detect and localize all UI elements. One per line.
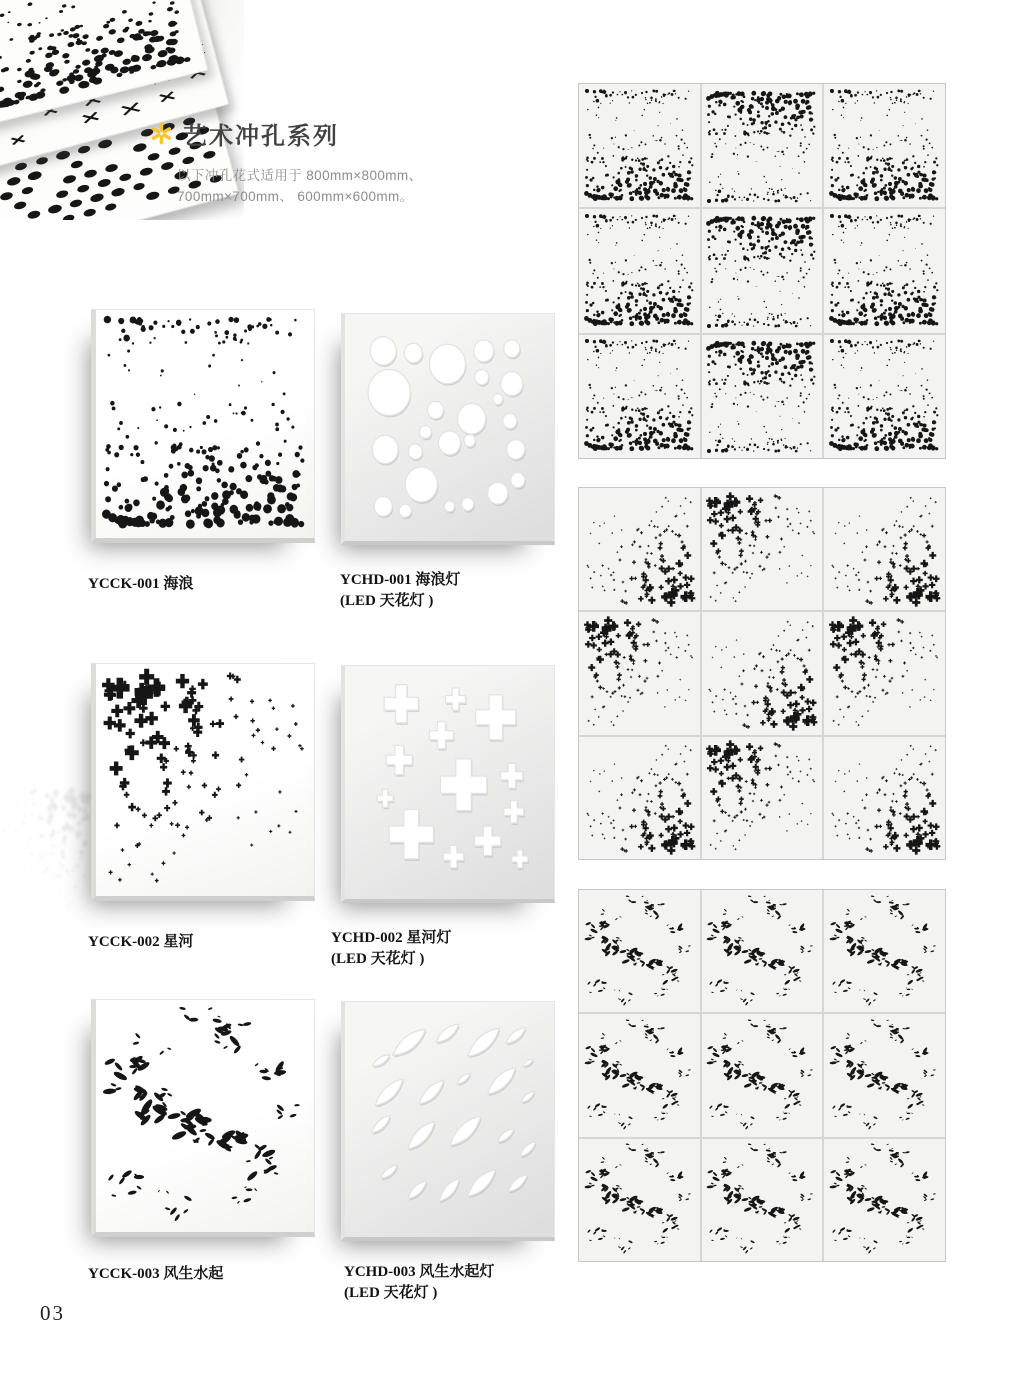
ceiling-layout-preview-leaves <box>578 889 946 1262</box>
ceiling-tile <box>702 209 823 332</box>
ceiling-tile <box>824 612 945 734</box>
product-label-ycck-003: YCCK-003 风生水起 <box>88 1266 224 1282</box>
subtitle-line-2: 700mm×700mm、 600mm×600mm。 <box>177 188 414 204</box>
product-label-ychd-003: YCHD-003 风生水起灯 (LED 天花灯 ) <box>344 1264 495 1301</box>
ceiling-tile <box>579 1014 700 1136</box>
ceiling-tile <box>579 84 700 207</box>
ceiling-tile <box>702 1139 823 1261</box>
product-label-ychd-001: YCHD-001 海浪灯 (LED 天花灯 ) <box>340 572 461 609</box>
page-number: 03 <box>40 1301 65 1325</box>
ceiling-tile <box>702 84 823 207</box>
subtitle-line-1: 以下冲孔花式适用于 800mm×800mm、 <box>177 168 423 183</box>
product-photo-ycck-002-stars-panel <box>84 660 318 910</box>
ceiling-tile <box>702 1014 823 1136</box>
ceiling-tile <box>579 890 700 1012</box>
product-photo-ycck-001-wave-panel <box>84 306 318 552</box>
ceiling-tile <box>702 488 823 610</box>
ceiling-tile <box>824 1139 945 1261</box>
ceiling-tile <box>702 335 823 458</box>
ceiling-tile <box>579 1139 700 1261</box>
ceiling-tile <box>579 737 700 859</box>
product-label-ycck-001: YCCK-001 海浪 <box>88 576 194 592</box>
series-title: 艺术冲孔系列 <box>183 123 339 150</box>
ceiling-tile <box>702 737 823 859</box>
product-photo-ychd-003-leaves-led <box>334 998 558 1250</box>
ceiling-tile <box>702 612 823 734</box>
ceiling-tile <box>824 1014 945 1136</box>
panel-floor-reflection <box>0 786 92 914</box>
ceiling-tile <box>824 209 945 332</box>
ceiling-tile <box>824 488 945 610</box>
series-header <box>150 116 339 151</box>
flower-asterisk-icon <box>150 122 173 145</box>
ceiling-tile <box>579 612 700 734</box>
ceiling-tile <box>579 335 700 458</box>
product-photo-ycck-003-leaves-panel <box>84 996 318 1246</box>
ceiling-tile <box>702 890 823 1012</box>
ceiling-tile <box>824 890 945 1012</box>
product-photo-ychd-002-stars-led <box>334 662 558 912</box>
product-label-ychd-002: YCHD-002 星河灯 (LED 天花灯 ) <box>331 930 452 967</box>
ceiling-tile <box>579 488 700 610</box>
ceiling-tile <box>824 84 945 207</box>
ceiling-tile <box>824 737 945 859</box>
ceiling-layout-preview-stars <box>578 487 946 860</box>
product-label-ycck-002: YCCK-002 星河 <box>88 934 194 950</box>
series-subtitle <box>177 166 517 208</box>
ceiling-tile <box>579 209 700 332</box>
ceiling-tile <box>824 335 945 458</box>
product-photo-ychd-001-wave-led <box>334 310 558 554</box>
ceiling-layout-preview-wave <box>578 83 946 459</box>
